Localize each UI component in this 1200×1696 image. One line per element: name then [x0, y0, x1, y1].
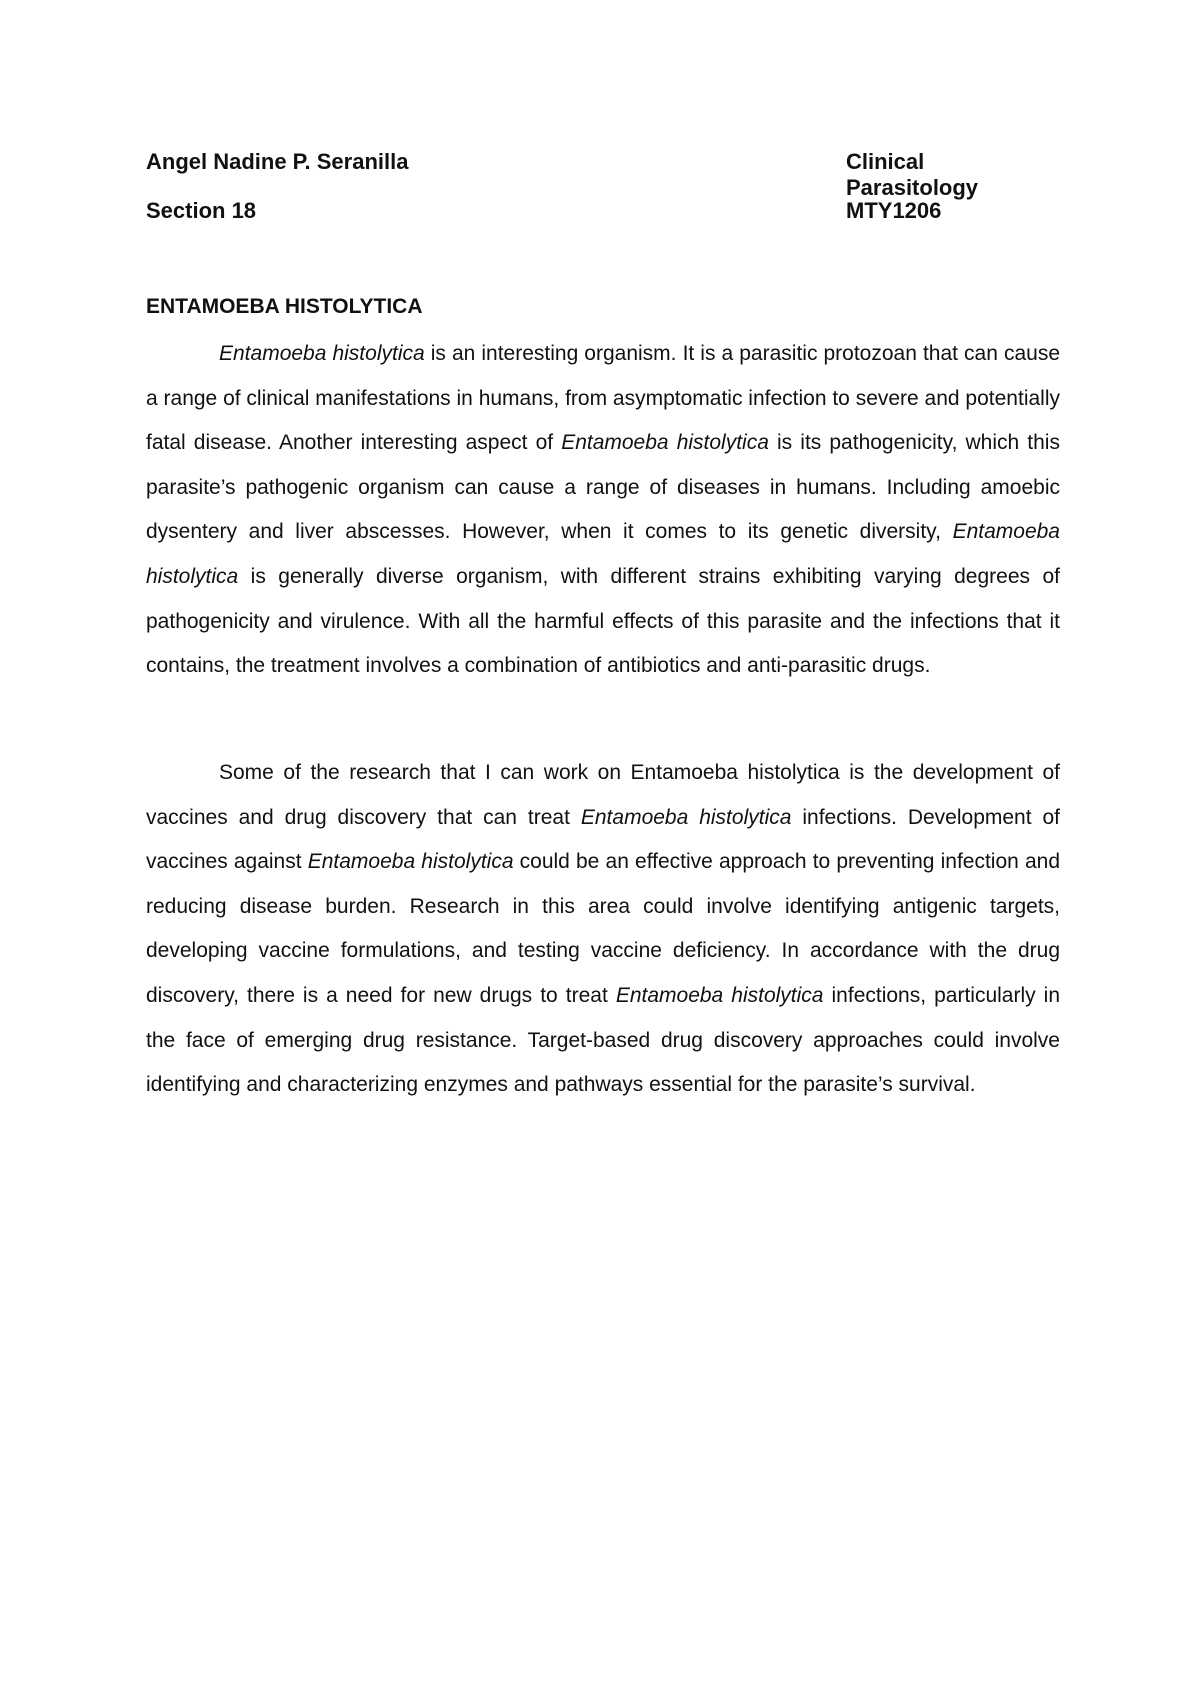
document-title: ENTAMOEBA HISTOLYTICA: [146, 295, 423, 318]
paragraph-text: infections. Development of vaccines against: [146, 805, 1061, 874]
paragraph-text: could be an effective approach to preventing infection and reducing disease burden. Research in this area could involve identifying antigenic targets, developing vaccine formulations, and testing vaccine deficiency. In accordance with the drug discovery, there is a need for new drugs to treat: [146, 850, 1060, 1007]
species-name: Entamoeba histolytica: [580, 805, 792, 829]
species-name: Entamoeba histolytica: [561, 431, 769, 455]
section-label: Section 18: [146, 198, 257, 223]
paragraph-text: Some of the research that I can work on Entamoeba histolytica is the development of vaccines and drug discovery that can treat: [146, 761, 1060, 829]
course-name: Clinical Parasitology: [846, 149, 979, 200]
paragraph-text: is generally diverse organism, with different strains exhibiting varying degrees of pathogenicity and virulence. With all the harmful effects of this parasite and the infections that it contains, the treatment involves a combination of antibiotics and anti-parasitic drugs.: [146, 564, 1060, 678]
paragraph-text: infections, particularly in the face of emerging drug resistance. Target-based drug discovery approaches could involve identifying and characterizing enzymes and pathways essential for the parasite’s survival.: [146, 983, 1061, 1097]
header-row-2: [146, 198, 1056, 224]
paragraph-text: is its pathogenicity, which this parasite’s pathogenic organism can cause a range of diseases in humans. Including amoebic dysentery and liver abscesses. However, when it comes to its genetic diversity,: [146, 431, 1060, 544]
species-name: Entamoeba histolytica: [146, 520, 1060, 588]
course-code: MTY1206: [846, 198, 942, 223]
paragraph-text: is an interesting organism. It is a parasitic protozoan that can cause a range of clinical manifestations in humans, from asymptomatic infection to severe and potentially fatal disease. Another interesting aspect of: [146, 342, 1060, 455]
author-name: Angel Nadine P. Seranilla: [146, 149, 409, 174]
paragraph-1: [146, 332, 1060, 689]
species-name: Entamoeba histolytica: [307, 850, 514, 874]
species-name: Entamoeba histolytica: [615, 983, 824, 1007]
paragraph-2: [146, 751, 1060, 1108]
species-name: Entamoeba histolytica: [219, 342, 425, 365]
header-row-1: [146, 149, 1056, 201]
